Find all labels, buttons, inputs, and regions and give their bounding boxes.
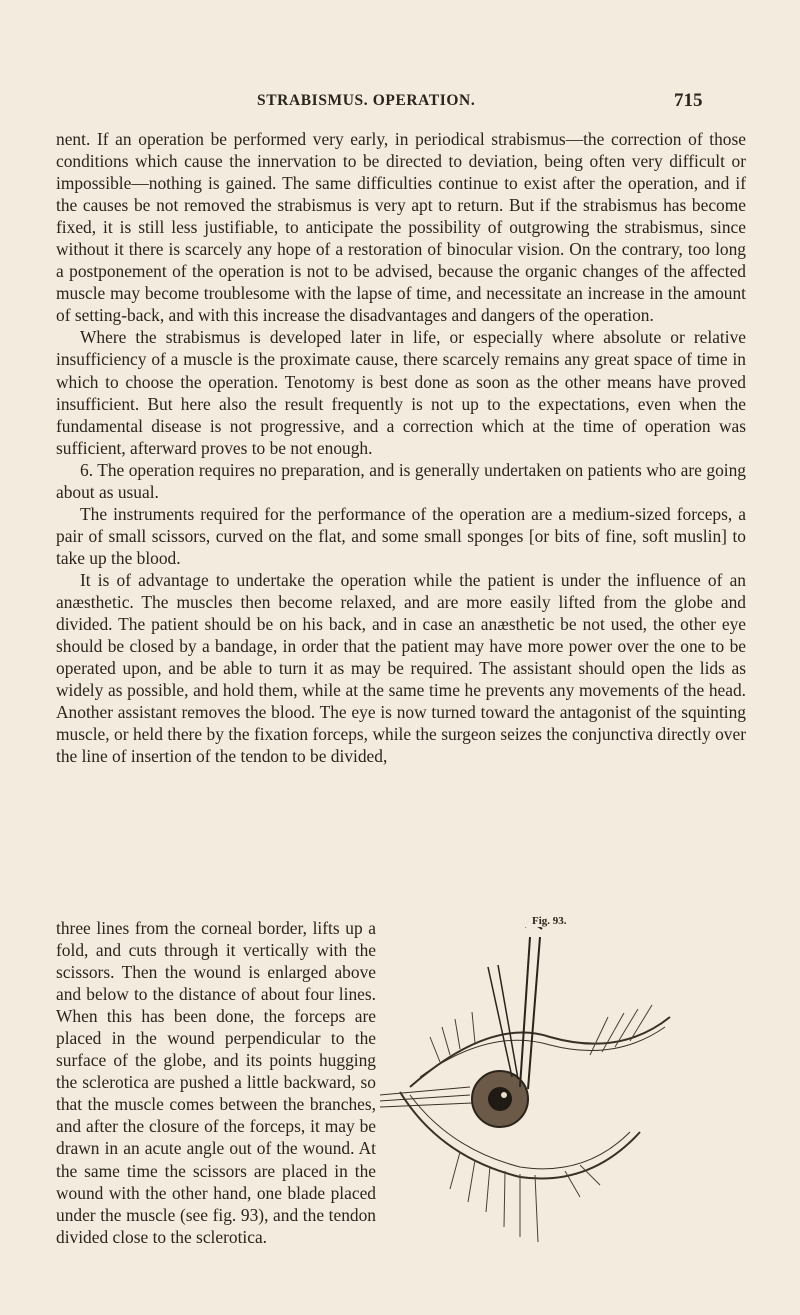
forceps [520,927,542,1089]
paragraph: nent. If an operation be performed very early, in periodical strabismus—the correction of those conditions which cause the innervation to be directed to deviation, being often very difficult or impossible—nothing is gained. The same difficulties continue to exist after the operation, and if the causes be not removed the strabismus is very apt to return. But if the strabismus has become fixed, it is still less justifiable, to anticipate the possibility of outgrowing the strabismus, since without it there is scarcely any hope of a restoration of binocular vision. On the contrary, too long a postponement of the operation is not to be advised, because the organic changes of the affected muscle may become troublesome with the lapse of time, and necessitate an increase in the amount of setting-back, and with this increase the disadvantages and dangers of the operation. [56,129,746,326]
page-header [0,92,800,116]
eye-operation-illustration [380,927,680,1307]
figure-caption: Fig. 93. [532,915,567,927]
figure-93 [380,915,680,1315]
wrapped-paragraph: three lines from the corneal border, lifts up a fold, and cuts through it vertically with the scissors. Then the wound is enlarged above and below to the distance of about four lines. When this has been done, the forceps are placed in the wound perpendicular to the surface of the globe, and its points hugging the sclerotica are pushed a little backward, so that the muscle comes between the branches, and after the closure of the forceps, it may be drawn in an acute angle out of the wound. At the same time the scissors are placed in the wound with the other hand, one blade placed under the muscle (see fig. 93), and the tendon divided close to the sclerotica. [56,918,376,1247]
paragraph: Where the strabismus is developed later in life, or especially where absolute or relative insufficiency of a muscle is the proximate cause, there scarcely remains any great space of time in which to choose the operation. Tenotomy is best done as soon as the other means have proved insufficient. But here also the result frequently is not up to the expectations, even when the fundamental disease is not progressive, and a correction which at the time of operation was sufficient, afterward proves to be not enough. [56,327,746,458]
paragraph: The instruments required for the performance of the operation are a medium-sized forceps, a pair of small scissors, curved on the flat, and some small sponges [or bits of fine, soft muslin] to take up the blood. [56,503,746,568]
paragraph: It is of advantage to undertake the operation while the patient is under the influence of an anæsthetic. The muscles then become relaxed, and are more easily lifted from the globe and divided. The patient should be on his back, and in case an anæsthetic be not used, the other eye should be closed by a bandage, in order that the patient may have more power over the one to be operated upon, and be able to turn it as may be required. The assistant should open the lids as widely as possible, and hold them, while at the same time he prevents any movements of the head. Another assistant removes the blood. The eye is now turned toward the antagonist of the squinting muscle, or held there by the fixation forceps, while the surgeon seizes the conjunctiva directly over the line of insertion of the tendon to be divided, [56,569,746,767]
body-text [56,128,746,767]
paragraph: 6. The operation requires no preparation, and is generally undertaken on patients who are going about as usual. [56,459,746,502]
pupil [488,1087,512,1111]
scissors [488,965,518,1079]
page-number: 715 [674,90,703,111]
running-head: STRABISMUS. OPERATION. [257,92,476,109]
